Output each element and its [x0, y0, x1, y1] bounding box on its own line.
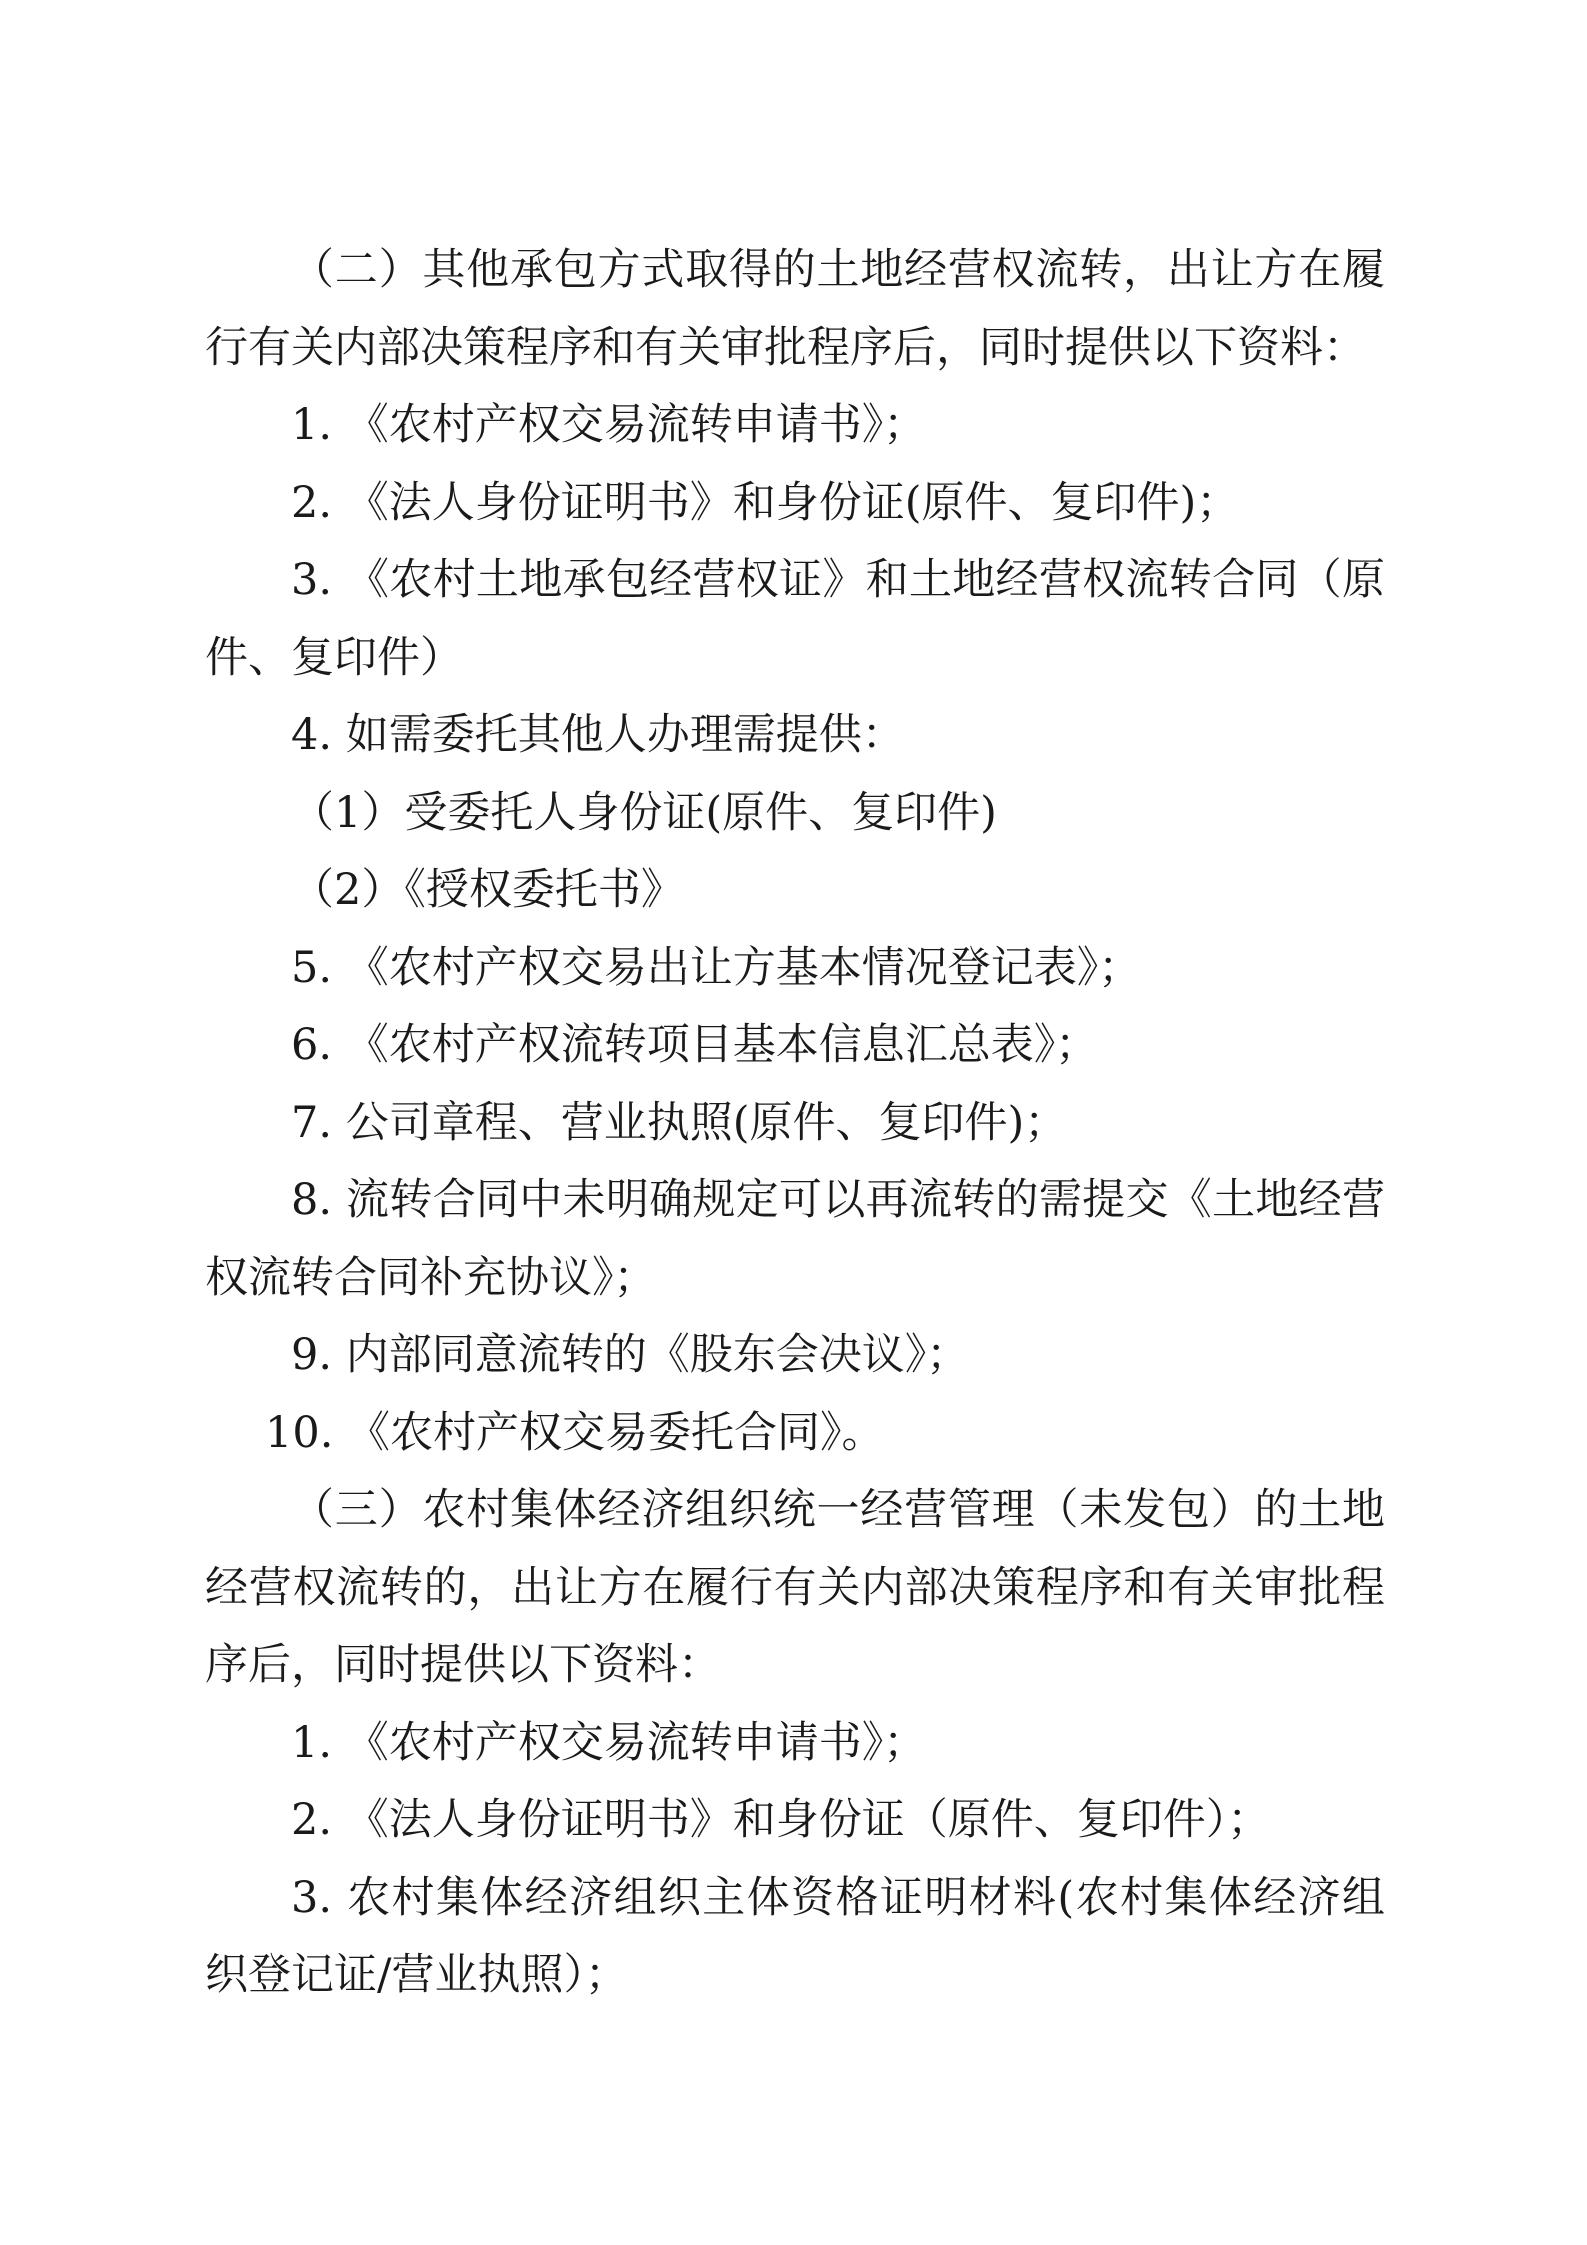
section-three-item-3: 3. 农村集体经济组织主体资格证明材料(农村集体经济组织登记证/营业执照）；	[205, 1872, 1385, 2000]
section-two-item-3: 3. 《农村土地承包经营权证》和土地经营权流转合同（原件、复印件）	[205, 555, 1385, 683]
section-two-item-7: 7. 公司章程、营业执照(原件、复印件)；	[291, 1097, 1068, 1148]
section-two-item-1: 1. 《农村产权交易流转申请书》；	[291, 400, 927, 450]
section-three-heading: （三）农村集体经济组织统一经营管理（未发包）的土地经营权流转的，出让方在履行有关内部决策程序和有关审批程序后，同时提供以下资料：	[205, 1485, 1385, 1690]
section-two-item-4: 4. 如需委托其他人办理需提供：	[291, 710, 905, 760]
section-two-item-6: 6. 《农村产权流转项目基本信息汇总表》；	[291, 1020, 1099, 1070]
section-two-heading: （二）其他承包方式取得的土地经营权流转，出让方在履行有关内部决策程序和有关审批程序后，同时提供以下资料：	[205, 245, 1385, 373]
section-two-item-5: 5. 《农村产权交易出让方基本情况登记表》；	[291, 942, 1142, 993]
section-two-item-8: 8. 流转合同中未明确规定可以再流转的需提交《土地经营权流转合同补充协议》；	[205, 1175, 1385, 1303]
section-two-item-2: 2. 《法人身份证明书》和身份证(原件、复印件)；	[291, 477, 1240, 528]
section-three-item-2: 2. 《法人身份证明书》和身份证（原件、复印件）；	[291, 1795, 1271, 1845]
document-page	[205, 232, 1385, 2015]
section-two-item-4-sub-2: （2）《授权委托书》	[291, 865, 684, 915]
section-two-item-10: 10. 《农村产权交易委托合同》。	[265, 1407, 885, 1458]
section-three-item-1: 1. 《农村产权交易流转申请书》；	[291, 1717, 927, 1768]
section-two-item-4-sub-1: （1）受委托人身份证(原件、复印件)	[291, 787, 997, 838]
section-two-item-9: 9. 内部同意流转的《股东会决议》；	[291, 1330, 970, 1380]
